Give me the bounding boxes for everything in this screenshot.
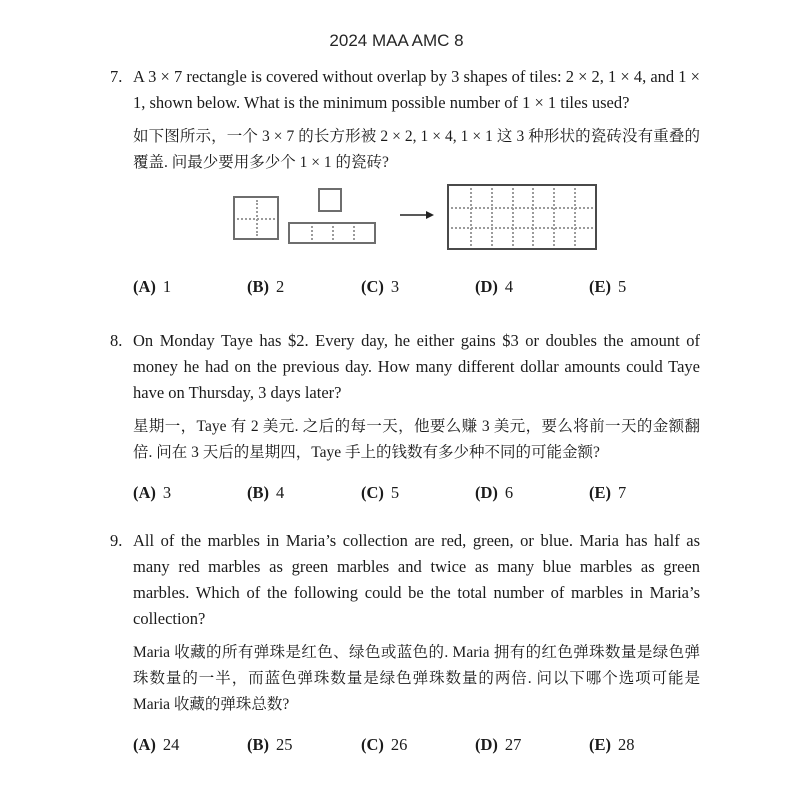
choice-value: 4 [276, 483, 285, 502]
choice-a [133, 732, 247, 758]
choice-a [133, 274, 247, 300]
choice-value: 24 [162, 735, 180, 754]
choice-label: (D) [475, 483, 498, 502]
problem-8 [110, 328, 700, 506]
choice-label: (A) [133, 735, 156, 754]
choice-c [361, 274, 475, 300]
choice-label: (D) [475, 277, 498, 296]
statement-chinese: 如下图所示，一个 3 × 7 的长方形被 2 × 2, 1 × 4, 1 × 1 这 3 种形状的瓷砖没有重叠的覆盖. 问最少要用多少个 1 × 1 的瓷砖? [133, 128, 700, 171]
problem-number: 9. [110, 531, 123, 550]
choice-value: 7 [618, 483, 627, 502]
choice-value: 6 [504, 483, 514, 502]
choice-label: (B) [247, 277, 269, 296]
tile-1x1 [318, 188, 342, 212]
choice-d [475, 732, 589, 758]
page-title: 2024 MAA AMC 8 [329, 31, 464, 50]
choice-label: (E) [589, 735, 611, 754]
choice-label: (B) [247, 735, 269, 754]
tile-1x4 [288, 222, 376, 244]
choices-row [133, 732, 700, 758]
choice-label: (E) [589, 277, 611, 296]
statement-english: On Monday Taye has $2. Every day, he either gains $3 or doubles the amount of money he had on the previous day. How many different dollar amounts could Taye have on Thursday, 3 days later? [133, 331, 700, 402]
choice-e [589, 480, 626, 506]
problem-number: 8. [110, 331, 123, 350]
choice-value: 5 [390, 483, 400, 502]
choice-value: 2 [276, 277, 285, 296]
choice-value: 28 [618, 735, 635, 754]
choice-label: (B) [247, 483, 269, 502]
statement-english: A 3 × 7 rectangle is covered without overlap by 3 shapes of tiles: 2 × 2, 1 × 4, and 1 × 1, shown below. What is the minimum possible number of 1 × 1 tiles used? [133, 67, 700, 112]
choice-label: (A) [133, 277, 156, 296]
choice-label: (C) [361, 735, 384, 754]
choice-label: (E) [589, 483, 611, 502]
choice-value: 25 [276, 735, 293, 754]
choice-c [361, 480, 475, 506]
choice-label: (D) [475, 735, 498, 754]
choice-a [133, 480, 247, 506]
problem-number: 7. [110, 67, 123, 86]
statement-english: All of the marbles in Maria’s collection are red, green, or blue. Maria has half as many red marbles as green marbles and twice as many blue marbles as green marbles. Which of the following could be the total number of marbles in Maria’s collection? [133, 531, 700, 628]
choice-value: 1 [162, 277, 172, 296]
choice-b [247, 732, 361, 758]
problem-7 [110, 64, 700, 300]
choice-c [361, 732, 475, 758]
choice-value: 27 [504, 735, 522, 754]
statement-chinese: Maria 收藏的所有弹珠是红色、绿色或蓝色的. Maria 拥有的红色弹珠数量是绿色弹珠数量的一半，而蓝色弹珠数量是绿色弹珠数量的两倍. 问以下哪个选项可能是 Maria 收藏的弹珠总数? [133, 644, 700, 713]
choice-value: 3 [162, 483, 172, 502]
choice-d [475, 274, 589, 300]
choice-label: (C) [361, 277, 384, 296]
choice-e [589, 274, 626, 300]
choices-row [133, 480, 700, 506]
statement-chinese: 星期一，Taye 有 2 美元. 之后的每一天，他要么赚 3 美元，要么将前一天的金额翻倍. 问在 3 天后的星期四，Taye 手上的钱数有多少种不同的可能金额? [133, 418, 700, 461]
problem-body [133, 328, 700, 506]
choice-value: 4 [504, 277, 514, 296]
problem-body [133, 528, 700, 758]
grid-3x7 [447, 184, 597, 250]
choice-value: 5 [618, 277, 627, 296]
choice-d [475, 480, 589, 506]
tile-2x2 [233, 196, 279, 240]
problem7-tiles-diagram [133, 184, 700, 256]
choice-value: 3 [390, 277, 400, 296]
choice-e [589, 732, 635, 758]
page-content [110, 64, 700, 758]
arrow-right-icon [399, 208, 435, 222]
choices-row [133, 274, 700, 300]
problem-body [133, 64, 700, 300]
choice-b [247, 274, 361, 300]
choice-label: (C) [361, 483, 384, 502]
choice-b [247, 480, 361, 506]
problem-9 [110, 528, 700, 758]
choice-label: (A) [133, 483, 156, 502]
choice-value: 26 [390, 735, 408, 754]
